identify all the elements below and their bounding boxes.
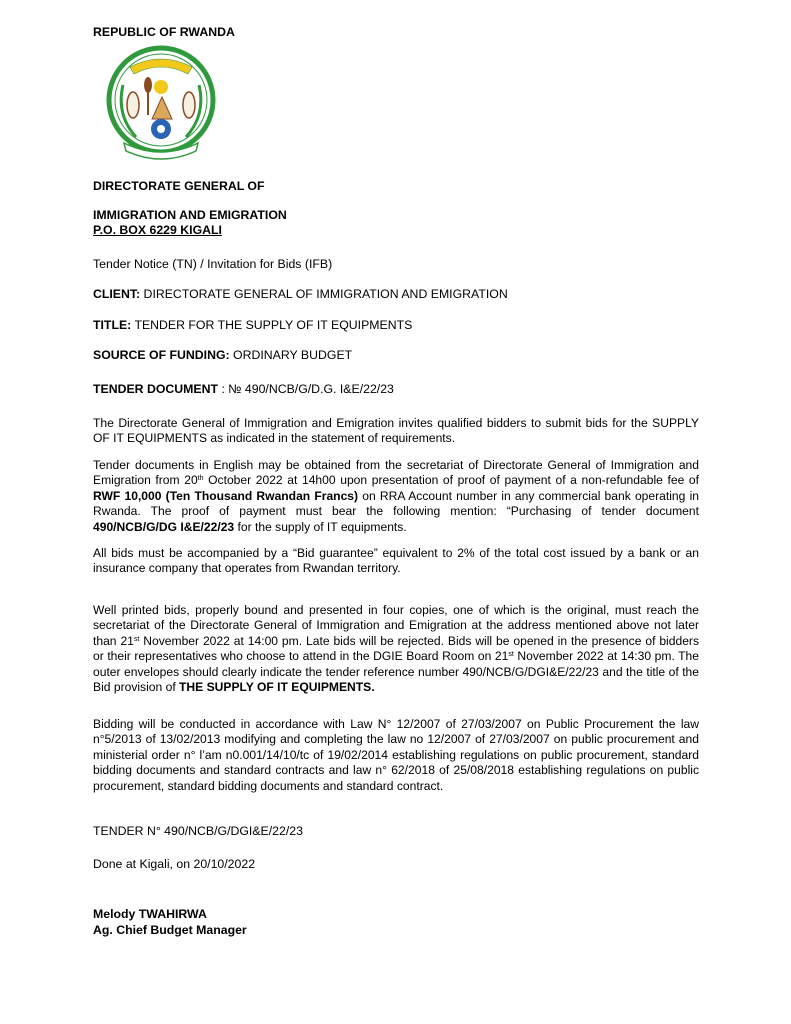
funding-value: ORDINARY BUDGET <box>229 348 353 362</box>
org-line-1: DIRECTORATE GENERAL OF <box>93 179 265 193</box>
document-value: : № 490/NCB/G/D.G. I&E/22/23 <box>218 382 394 396</box>
p2-reference: 490/NCB/G/DG I&E/22/23 <box>93 519 235 534</box>
paragraph-legal-basis: Bidding will be conducted in accordance with Law N° 12/2007 of 27/03/2007 on Public Procurement the law n°5/2013 of 13/02/2013 modifying and completing the law no 12/2007 of 27/03/2007 on public procurement and ministerial order n° l’am n0.001/14/10/tc of 19/02/2014 establishing regulations on public procurement, standard bidding documents and standard contracts and law n° 62/2018 of 25/08/2018 establishing regulations on public procurement, standard bidding documents and standard contract. <box>93 717 699 793</box>
p4-sup-1: st <box>133 635 140 643</box>
postal-address: P.O. BOX 6229 KIGALI <box>93 223 222 237</box>
tender-document-line <box>93 382 394 397</box>
paragraph-submission <box>93 603 699 695</box>
notice-type: Tender Notice (TN) / Invitation for Bids (IFB) <box>93 257 333 271</box>
client-line <box>93 287 508 302</box>
p2-text-d: for the supply of IT equipments. <box>234 519 407 534</box>
p2-sup: th <box>197 475 204 483</box>
p2-text-a: Tender documents in English may be obtained from the secretariat of Directorate General of Immigration and Emigration from 20 <box>93 458 699 488</box>
paragraph-bid-guarantee: All bids must be accompanied by a “Bid guarantee” equivalent to 2% of the total cost issued by a bank or an insurance company that operates from Rwandan territory. <box>93 546 699 576</box>
title-line <box>93 318 412 333</box>
p2-text-b: October 2022 at 14h00 upon presentation of proof of payment of a non-refundable fee of <box>203 473 699 488</box>
paragraph-documents <box>93 458 699 535</box>
title-label: TITLE: <box>93 318 132 332</box>
p2-fee: RWF 10,000 (Ten Thousand Rwandan Francs) <box>93 488 359 503</box>
funding-label: SOURCE OF FUNDING: <box>93 348 230 362</box>
republic-heading: REPUBLIC OF RWANDA <box>93 25 235 39</box>
client-value: DIRECTORATE GENERAL OF IMMIGRATION AND EMIGRATION <box>140 287 508 301</box>
done-at: Done at Kigali, on 20/10/2022 <box>93 857 256 871</box>
rwanda-seal-emblem <box>106 45 216 169</box>
paragraph-invitation: The Directorate General of Immigration and Emigration invites qualified bidders to submit bids for the SUPPLY OF IT EQUIPMENTS as indicated in the statement of requirements. <box>93 416 699 446</box>
document-label: TENDER DOCUMENT <box>93 382 219 396</box>
signatory-role: Ag. Chief Budget Manager <box>93 923 247 937</box>
p4-sup-2: st <box>508 651 514 659</box>
title-value: TENDER FOR THE SUPPLY OF IT EQUIPMENTS <box>131 318 413 332</box>
p4-bold-title: THE SUPPLY OF IT EQUIPMENTS. <box>179 680 375 695</box>
p4-text-a: Well printed bids, properly bound and presented in four copies, one of which is the original, must reach the secretariat of the Directorate General of Immigration and Emigration at the address mentioned above not later than 21 <box>93 603 699 648</box>
tender-number: TENDER N° 490/NCB/G/DGI&E/22/23 <box>93 824 303 838</box>
client-label: CLIENT: <box>93 287 141 301</box>
p4-text-b: November 2022 at 14:00 pm. Late bids will be rejected. Bids will be opened in the presence of bidders or their representatives who choose to attend in the DGIE Board Room on 21 <box>93 633 699 664</box>
p4-text-c: November 2022 at 14:30 pm. The outer envelopes should clearly indicate the tender reference number 490/NCB/G/DGI&E/22/23 and the title of the Bid provision of <box>93 649 700 695</box>
funding-line <box>93 348 352 363</box>
signatory-name: Melody TWAHIRWA <box>93 907 207 921</box>
org-line-2: IMMIGRATION AND EMIGRATION <box>93 208 287 222</box>
p2-text-c: on RRA Account number in any commercial bank operating in Rwanda. The proof of payment must bear the following mention: “Purchasing of tender document <box>93 488 699 519</box>
